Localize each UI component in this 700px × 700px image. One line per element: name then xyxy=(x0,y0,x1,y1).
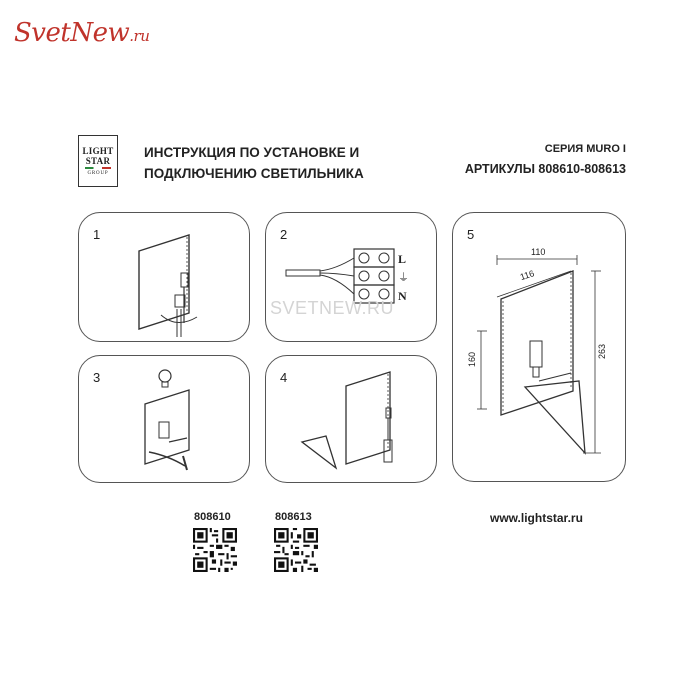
step-2-illustration xyxy=(266,213,436,341)
logo-part-new: New xyxy=(70,18,130,48)
instruction-title xyxy=(144,142,364,184)
series-info xyxy=(454,142,626,176)
terminal-label-earth: ⏚ xyxy=(398,271,409,284)
dimension-left-height: 160 xyxy=(467,351,477,367)
brand-flag-stripe xyxy=(85,167,111,169)
logo-part-svet: Svet xyxy=(14,18,71,48)
step-4-panel xyxy=(265,355,437,483)
step-3-number: 3 xyxy=(93,370,101,385)
step-5-number: 5 xyxy=(467,227,475,242)
title-line-2: ПОДКЛЮЧЕНИЮ СВЕТИЛЬНИКА xyxy=(144,166,364,181)
brand-line-1: LIGHT xyxy=(82,145,114,156)
step-2-panel xyxy=(265,212,437,342)
website-link[interactable]: www.lightstar.ru xyxy=(490,511,583,525)
brand-line-2: STAR xyxy=(85,155,111,166)
dimension-right-height: 263 xyxy=(597,343,607,359)
step-1-number: 1 xyxy=(93,227,101,242)
step-3-illustration xyxy=(79,356,249,482)
dimension-top-width: 110 xyxy=(531,247,546,257)
step-5-panel xyxy=(452,212,626,482)
brand-line-3: GROUP xyxy=(87,170,109,176)
step-4-number: 4 xyxy=(280,370,288,385)
step-3-panel xyxy=(78,355,250,483)
dimension-diagonal: 116 xyxy=(518,268,536,283)
svetnew-logo xyxy=(14,18,149,48)
qr-code-808613[interactable] xyxy=(274,528,318,572)
qr-code-808610[interactable] xyxy=(193,528,237,572)
step-2-number: 2 xyxy=(280,227,288,242)
article-range: АРТИКУЛЫ 808610-808613 xyxy=(464,162,626,176)
article-code-1: 808610 xyxy=(194,511,231,523)
logo-part-domain: .ru xyxy=(129,27,150,45)
dimension-drawing xyxy=(453,213,625,481)
step-4-illustration xyxy=(266,356,436,482)
bulb-icon xyxy=(159,370,171,387)
article-code-2: 808613 xyxy=(275,511,312,523)
step-1-illustration xyxy=(79,213,249,341)
lightstar-brand-logo xyxy=(78,135,118,187)
step-1-panel xyxy=(78,212,250,342)
center-watermark: SVETNEW.RU xyxy=(270,298,395,318)
terminal-label-live: L xyxy=(398,252,407,266)
title-line-1: ИНСТРУКЦИЯ ПО УСТАНОВКЕ И xyxy=(144,145,360,160)
terminal-label-neutral: N xyxy=(398,289,407,303)
series-name: СЕРИЯ MURO I xyxy=(544,143,626,155)
